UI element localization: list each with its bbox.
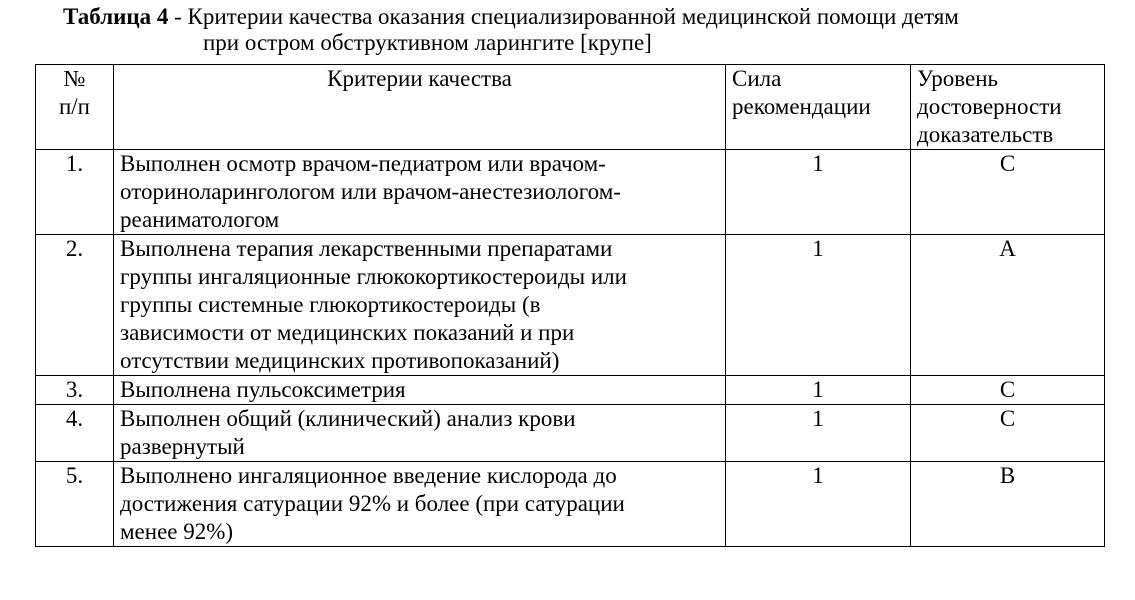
criteria-line: Выполнена терапия лекарственными препаратами (120, 236, 613, 261)
criteria-line: реаниматологом (120, 207, 280, 232)
row-number: 1. (36, 150, 114, 235)
row-number: 5. (36, 462, 114, 547)
header-evidence-line-1: Уровень (917, 66, 998, 91)
row-evidence: C (911, 405, 1105, 462)
header-strength (726, 65, 911, 150)
row-strength: 1 (726, 235, 911, 376)
table-row (36, 235, 1105, 376)
caption-separator: - (168, 4, 188, 29)
header-number-line-2: п/п (58, 94, 90, 119)
table-header-row (36, 65, 1105, 150)
caption-text-2: при остром обструктивном ларингите [крупе] (203, 30, 652, 55)
header-strength-line-1: Сила (732, 66, 782, 91)
row-strength: 1 (726, 376, 911, 405)
criteria-line: Выполнено ингаляционное введение кислорода до (120, 463, 617, 488)
table-caption (0, 4, 1135, 56)
criteria-line: отсутствии медицинских противопоказаний) (120, 348, 560, 373)
header-evidence-line-2: достоверности (917, 94, 1062, 119)
header-number-line-1: № (63, 66, 86, 91)
quality-criteria-table (35, 64, 1105, 547)
criteria-line: группы ингаляционные глюкокортикостероиды или (120, 264, 627, 289)
row-criteria (114, 462, 726, 547)
caption-label: Таблица 4 (63, 4, 169, 29)
header-strength-line-2: рекомендации (732, 94, 871, 119)
criteria-line: Выполнен осмотр врачом-педиатром или врачом- (120, 151, 606, 176)
criteria-line: Выполнен общий (клинический) анализ крови (120, 406, 576, 431)
row-criteria (114, 405, 726, 462)
row-strength: 1 (726, 462, 911, 547)
caption-line-2 (0, 30, 1135, 56)
table-row (36, 405, 1105, 462)
row-criteria (114, 235, 726, 376)
row-evidence: C (911, 376, 1105, 405)
table-row (36, 150, 1105, 235)
row-criteria (114, 150, 726, 235)
criteria-line: группы системные глюкортикостероиды (в (120, 292, 541, 317)
caption-text-1: Критерии качества оказания специализированной медицинской помощи детям (187, 4, 959, 29)
header-evidence-line-3: доказательств (917, 122, 1054, 147)
header-number (36, 65, 114, 150)
table-row (36, 376, 1105, 405)
criteria-line: менее 92%) (120, 519, 234, 544)
row-evidence: C (911, 150, 1105, 235)
criteria-line: достижения сатурации 92% и более (при сатурации (120, 491, 625, 516)
caption-line-1 (0, 4, 1135, 30)
row-number: 4. (36, 405, 114, 462)
row-number: 2. (36, 235, 114, 376)
header-criteria: Критерии качества (114, 65, 726, 150)
row-strength: 1 (726, 405, 911, 462)
row-evidence: B (911, 462, 1105, 547)
criteria-line: оториноларингологом или врачом-анестезиологом- (120, 179, 621, 204)
table-body (36, 150, 1105, 547)
criteria-line: Выполнена пульсоксиметрия (120, 377, 406, 402)
row-evidence: A (911, 235, 1105, 376)
table-row (36, 462, 1105, 547)
criteria-line: развернутый (120, 434, 245, 459)
row-criteria (114, 376, 726, 405)
row-number: 3. (36, 376, 114, 405)
header-evidence (911, 65, 1105, 150)
row-strength: 1 (726, 150, 911, 235)
criteria-line: зависимости от медицинских показаний и при (120, 320, 575, 345)
